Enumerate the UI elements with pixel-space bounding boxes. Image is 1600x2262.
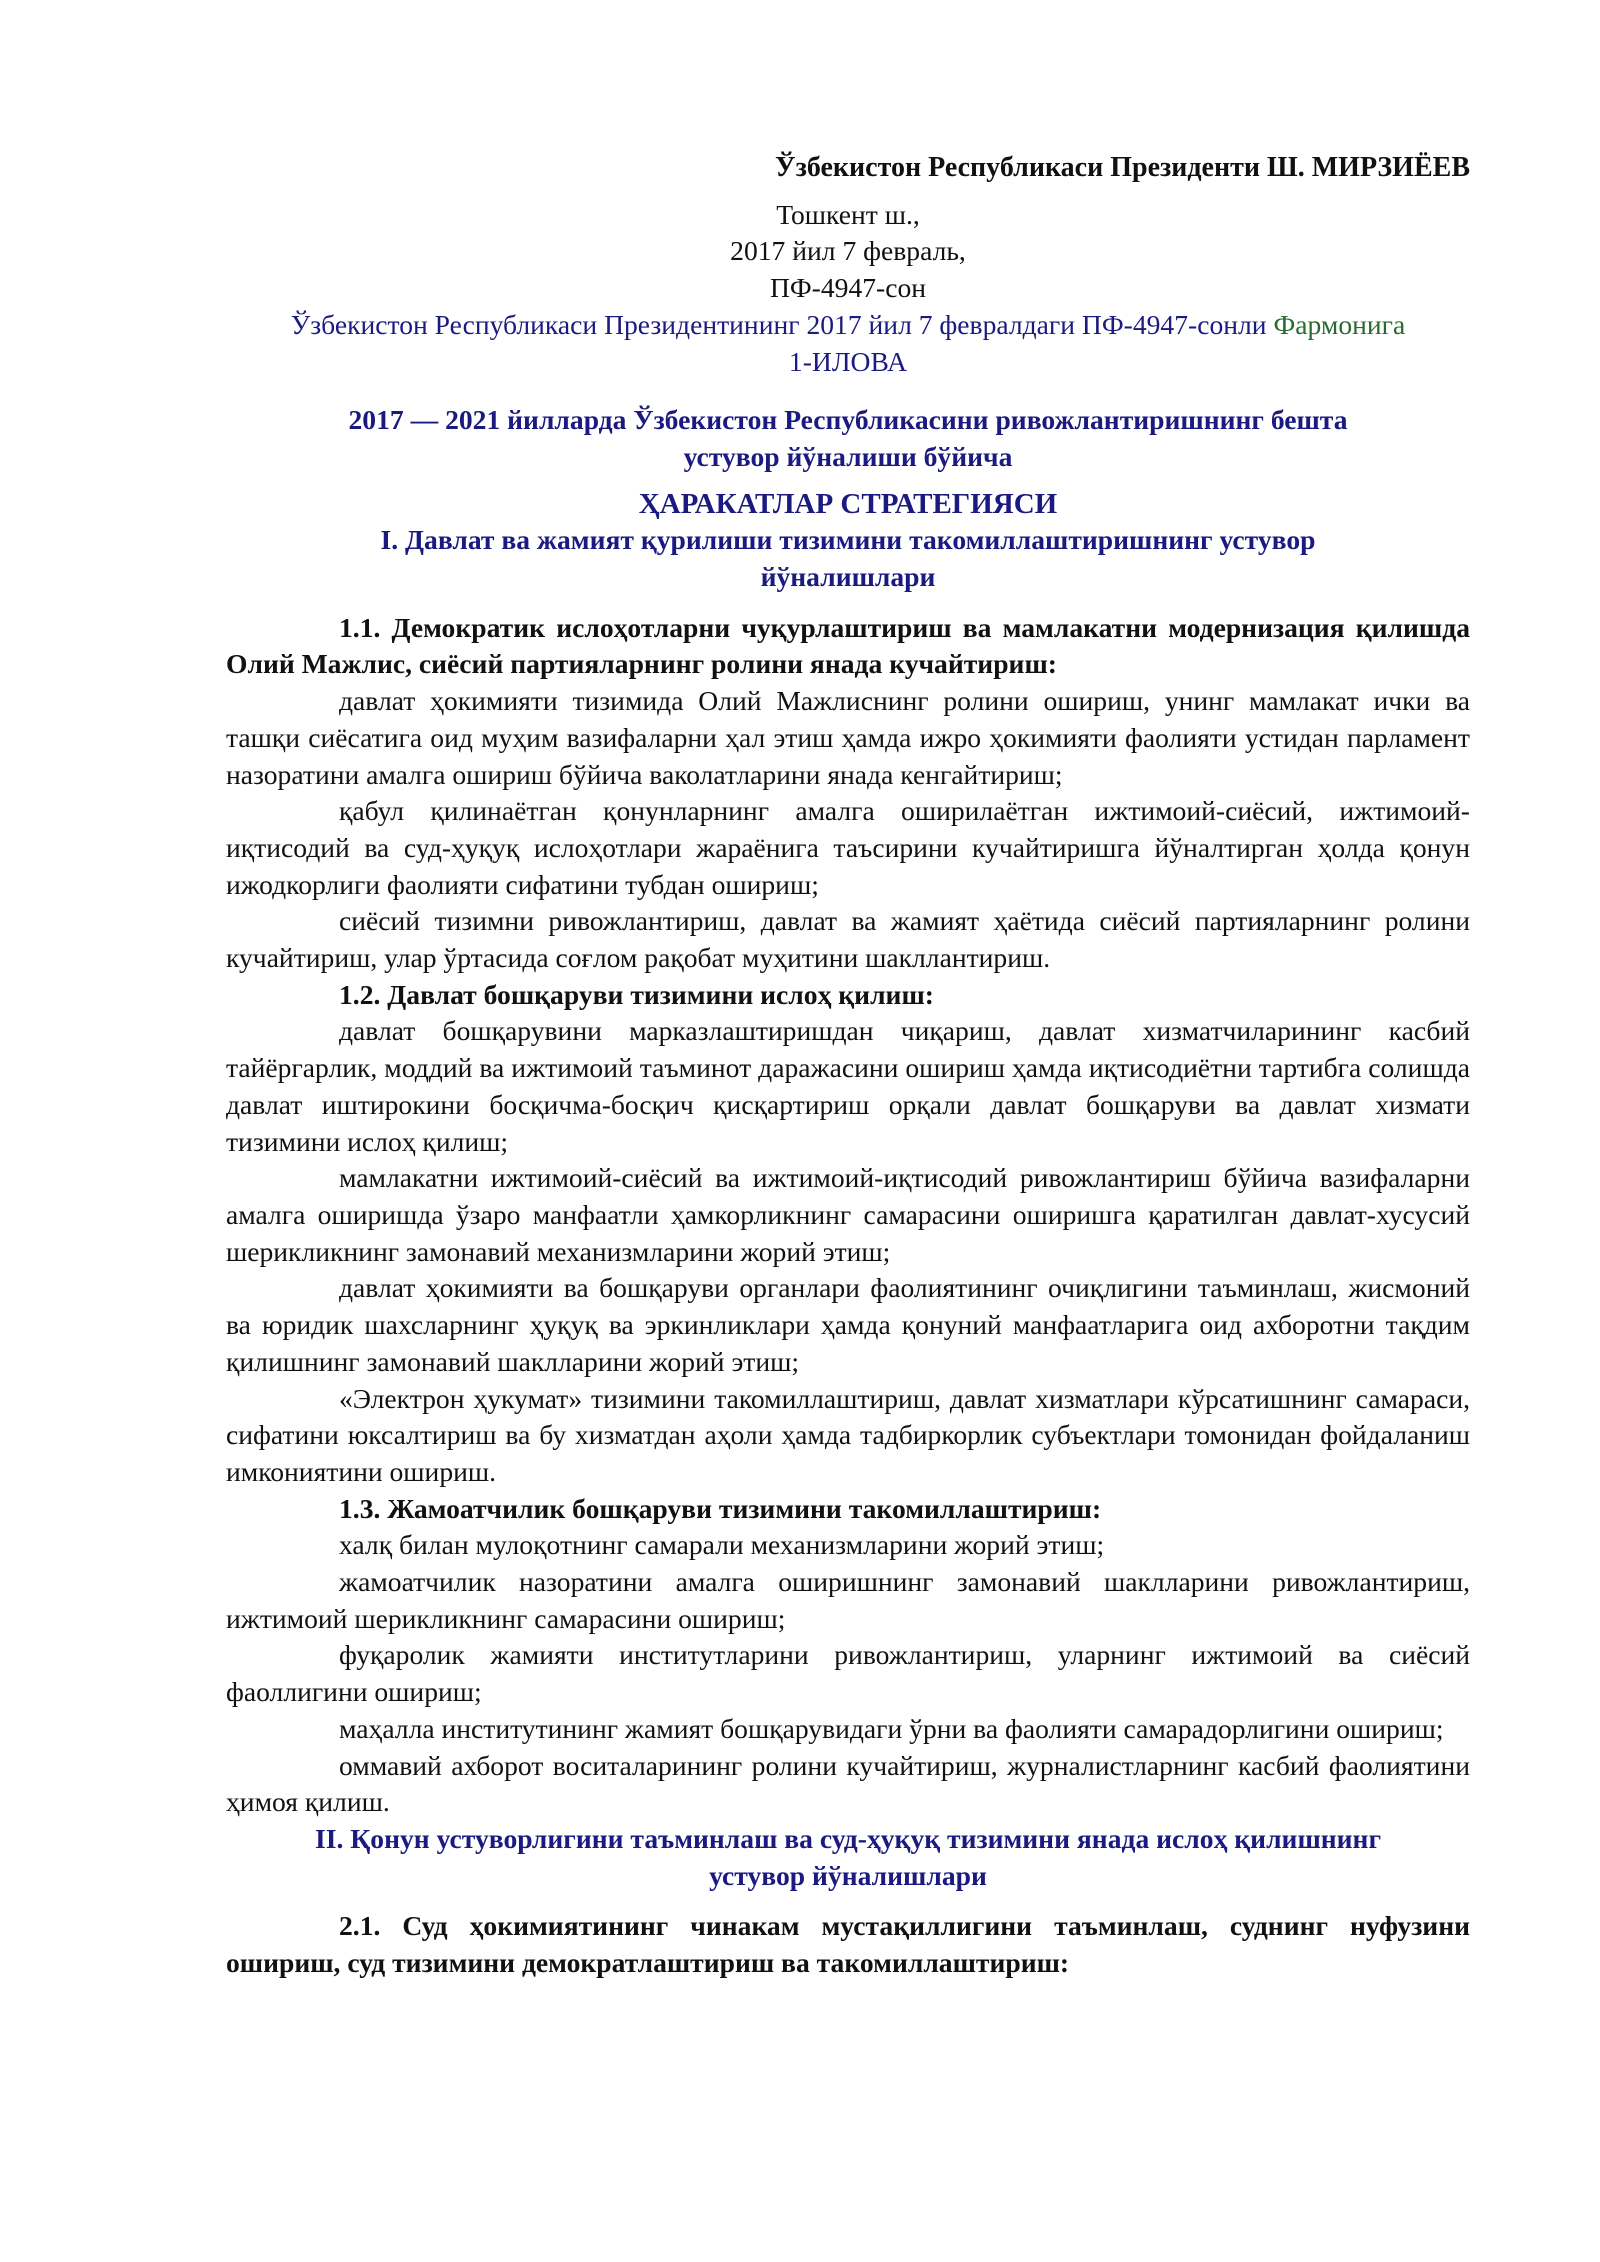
subsection-1-1 — [226, 610, 1470, 977]
section-1-heading-line-1: I. Давлат ва жамият қурилиши тизимини такомиллаштиришнинг устувор — [380, 524, 1316, 556]
subsection-heading: 1.2. Давлат бошқаруви тизимини ислоҳ қилиш: — [339, 978, 934, 1010]
title-line-1: 2017 — 2021 йилларда Ўзбекистон Республикасини ривожлантиришнинг бешта — [348, 404, 1348, 436]
paragraph: қабул қилинаётган қонунларнинг амалга оширилаётган ижтимоий-сиёсий, ижтимоий-иқтисодий ва суд-ҳуқуқ ислоҳотлари жараёнига таъсирини кучайтиришга йўналтирган ҳолда қонун ижодкорлиги фаолияти сифатини тубдан ошириш; — [226, 795, 1470, 900]
section-2-heading-line-2: устувор йўналишлари — [709, 1859, 987, 1891]
annex-label: 1-ИЛОВА — [788, 345, 908, 377]
subsection-1-2 — [226, 977, 1470, 1491]
paragraph: фуқаролик жамияти институтларини ривожлантириш, уларнинг ижтимоий ва сиёсий фаоллигини ошириш; — [226, 1639, 1470, 1708]
strategy-title: ҲАРАКАТЛАР СТРАТЕГИЯСИ — [638, 487, 1058, 520]
subsection-2-1 — [226, 1908, 1470, 1981]
paragraph: жамоатчилик назоратини амалга оширишнинг замонавий шаклларини ривожлантириш, ижтимоий шерикликнинг самарасини ошириш; — [226, 1566, 1470, 1634]
document-title — [226, 402, 1470, 475]
annex-reference — [226, 307, 1470, 344]
section-1-heading — [226, 522, 1470, 595]
decree-number: ПФ-4947-сон — [769, 272, 927, 304]
paragraph: давлат ҳокимияти ва бошқаруви органлари фаолиятининг очиқлигини таъминлаш, жисмоний ва юридик шахсларнинг ҳуқуқ ва эркинликлари ҳамда қонуний манфаатларига оид ахборотни тақдим қилишнинг замонавий шаклларини жорий этиш; — [226, 1272, 1470, 1377]
section-2-heading — [226, 1821, 1470, 1894]
paragraph: давлат бошқарувини марказлаштиришдан чиқариш, давлат хизматчиларининг касбий тайёргарлик, моддий ва ижтимоий таъминот даражасини ошириш ҳамда иқтисодиётни тартибга солишда давлат иштирокини босқичма-босқич қисқартириш орқали давлат бошқаруви ва давлат хизмати тизимини ислоҳ қилиш; — [226, 1015, 1470, 1157]
decree-link[interactable]: Фармонига — [1273, 308, 1406, 340]
title-line-2: устувор йўналиши бўйича — [683, 440, 1013, 472]
paragraph: оммавий ахборот воситаларининг ролини кучайтириш, журналистларнинг касбий фаолиятини ҳимоя қилиш. — [226, 1749, 1470, 1818]
paragraph: халқ билан мулоқотнинг самарали механизмларини жорий этиш; — [339, 1529, 1105, 1561]
place-line: Тошкент ш., — [776, 198, 920, 230]
section-2-heading-line-1: II. Қонун устуворлигини таъминлаш ва суд-ҳуқуқ тизимини янада ислоҳ қилишнинг — [315, 1822, 1381, 1854]
subsection-1-3 — [226, 1491, 1470, 1821]
subsection-heading: 2.1. Суд ҳокимиятининг чинакам мустақиллигини таъминлаш, суднинг нуфузини ошириш, суд тизимини демократлаштириш ва такомиллаштириш: — [226, 1910, 1470, 1979]
date-line: 2017 йил 7 февраль, — [730, 235, 966, 267]
paragraph: «Электрон ҳукумат» тизимини такомиллаштириш, давлат хизматлари кўрсатишнинг самараси, сифатини юксалтириш ва бу хизматдан аҳоли ҳамда тадбиркорлик субъектлари томонидан фойдаланиш имкониятини ошириш. — [226, 1382, 1470, 1487]
paragraph: сиёсий тизимни ривожлантириш, давлат ва жамият ҳаётида сиёсий партияларнинг ролини кучайтириш, улар ўртасида соғлом рақобат муҳитини шакллантириш. — [226, 905, 1470, 974]
subsection-heading: 1.3. Жамоатчилик бошқаруви тизимини такомиллаштириш: — [339, 1492, 1102, 1524]
paragraph: маҳалла институтининг жамият бошқарувидаги ўрни ва фаолияти самарадорлигини ошириш; — [339, 1712, 1444, 1744]
document-page — [226, 150, 1470, 1982]
section-1-heading-line-2: йўналишлари — [760, 561, 936, 593]
signer-line: Ўзбекистон Республикаси Президенти Ш. МИРЗИЁЕВ — [775, 152, 1470, 183]
subsection-heading: 1.1. Демократик ислоҳотларни чуқурлаштириш ва мамлакатни модернизация қилишда Олий Мажлис, сиёсий партияларнинг ролини янада кучайтириш: — [226, 611, 1470, 680]
paragraph: давлат ҳокимияти тизимида Олий Мажлиснинг ролини ошириш, унинг мамлакат ички ва ташқи сиёсатига оид муҳим вазифаларни ҳал этиш ҳамда ижро ҳокимияти фаолияти устидан парламент назоратини амалга ошириш бўйича ваколатларини янада кенгайтириш; — [226, 685, 1470, 790]
annex-reference-text: Ўзбекистон Республикаси Президентининг 2017 йил 7 февралдаги ПФ-4947-сонли — [290, 308, 1274, 340]
paragraph: мамлакатни ижтимоий-сиёсий ва ижтимоий-иқтисодий ривожлантириш бўйича вазифаларни амалга оширишда ўзаро манфаатли ҳамкорликнинг самарасини оширишга қаратилган давлат-хусусий шерикликнинг замонавий механизмларини жорий этиш; — [226, 1162, 1470, 1267]
